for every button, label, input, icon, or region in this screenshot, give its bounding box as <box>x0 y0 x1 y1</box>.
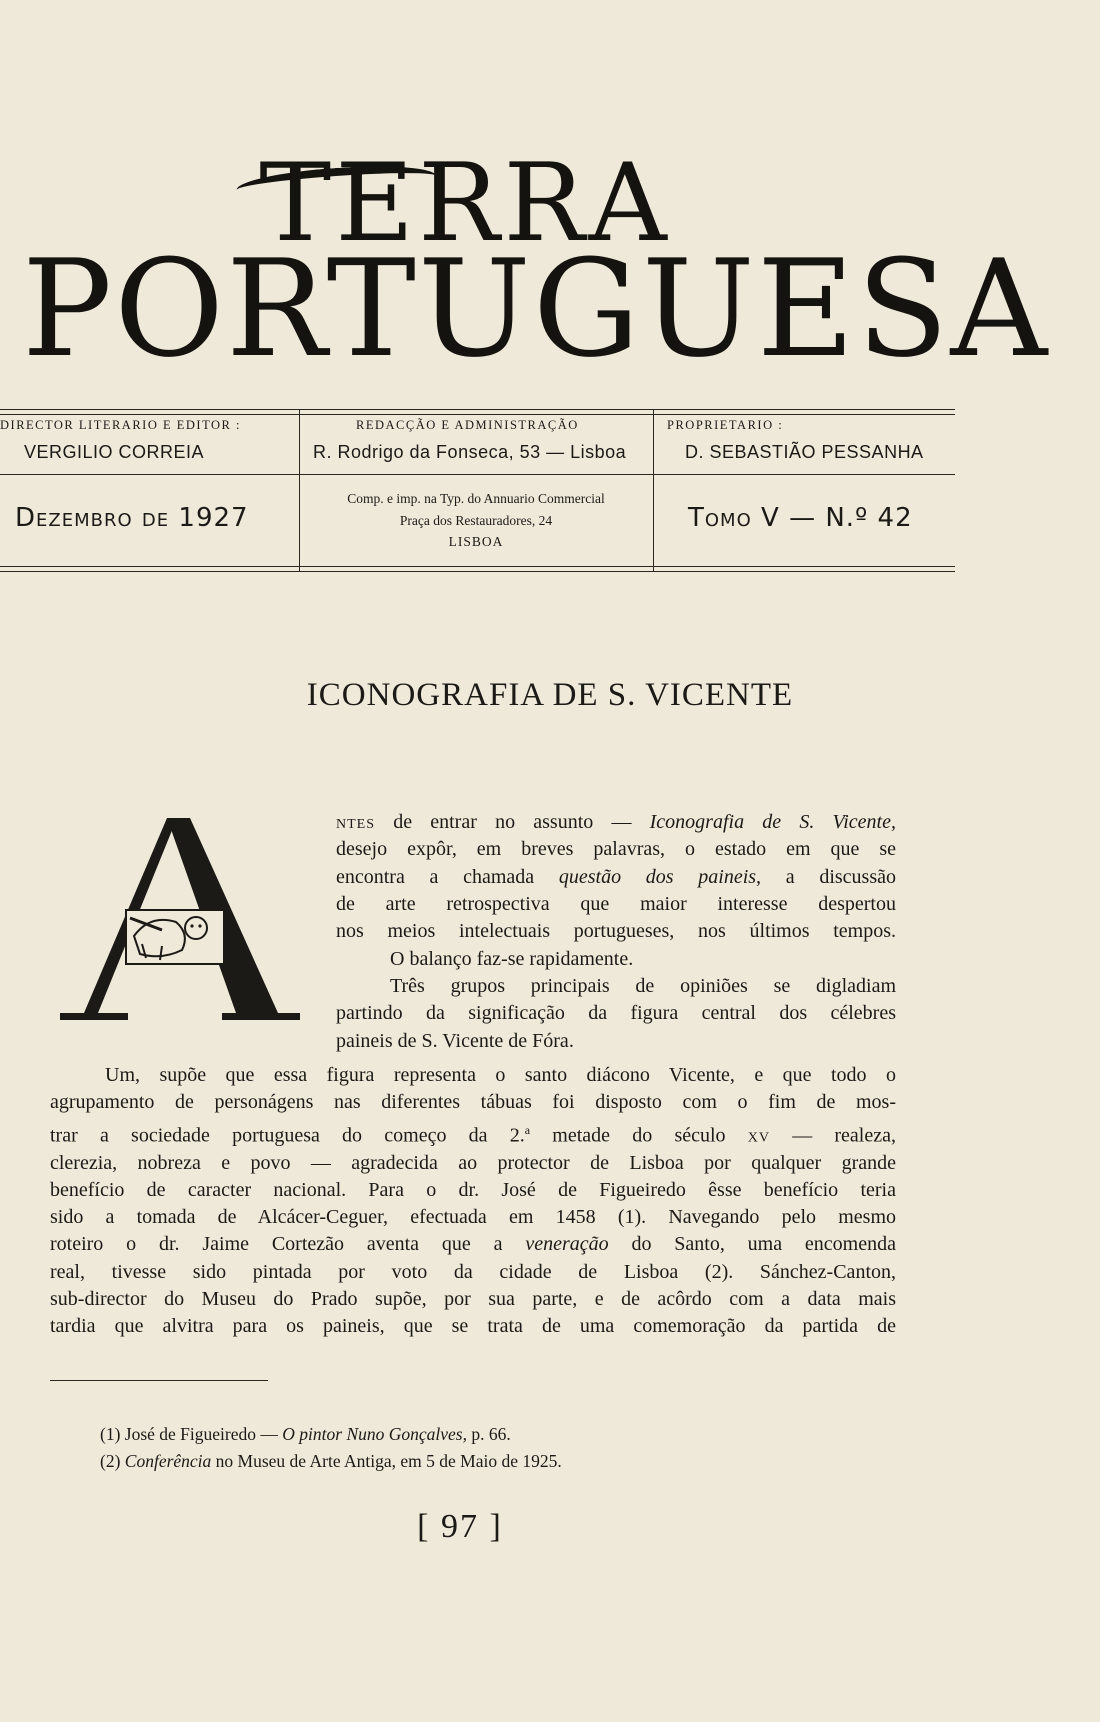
p4-line-6: sido a tomada de Alcácer-Ceguer, efectuada em 1458 (1). Navegando pelo mesmo <box>50 1206 896 1229</box>
page-number: [ 97 ] <box>417 1508 503 1545</box>
paragraph-4 <box>50 1062 896 1341</box>
footnote-1: (1) José de Figueiredo — O pintor Nuno Gonçalves, p. 66. <box>100 1424 511 1444</box>
p3-line-2: partindo da significação da figura central dos célebres <box>336 1002 896 1025</box>
p4-line-2: agrupamento de personágens nas diferentes tábuas foi disposto com o fim de mos- <box>50 1091 896 1114</box>
header-divider-2 <box>653 409 654 571</box>
redaccao-address: R. Rodrigo da Fonseca, 53 — Lisboa <box>313 442 627 462</box>
printer-info <box>306 488 646 553</box>
paragraph-2 <box>390 946 896 973</box>
dropcap-a-illustration <box>50 818 300 1028</box>
p4-line-9: sub-director do Museu do Prado supõe, por sua parte, e de acôrdo com a data mais <box>50 1288 896 1311</box>
dropcap-a-icon <box>50 818 300 1028</box>
masthead-terra: TERRA <box>259 141 671 266</box>
masthead-portuguesa: PORTUGUESA <box>22 231 1050 387</box>
footnote-2: (2) Conferência no Museu de Arte Antiga, em 5 de Maio de 1925. <box>100 1451 562 1471</box>
header-divider-1 <box>299 409 300 571</box>
p4-line-7: roteiro o dr. Jaime Cortezão aventa que a veneração do Santo, uma encomenda <box>50 1233 896 1256</box>
director-name: VERGILIO CORREIA <box>24 442 205 462</box>
header-rule-bottom <box>0 566 955 567</box>
p1-line-4: de arte retrospectiva que maior interesse despertou <box>336 892 896 915</box>
printer-line-1: Comp. e imp. na Typ. do Annuario Commercial <box>347 491 605 506</box>
proprietario-caption: PROPRIETARIO : <box>667 418 784 432</box>
director-caption: DIRECTOR LITERARIO E EDITOR : <box>0 418 241 432</box>
p3-line-3: paineis de S. Vicente de Fóra. <box>336 1029 574 1052</box>
paragraph-1 <box>336 809 896 945</box>
footnote-rule <box>50 1380 268 1381</box>
issue-tomo: Tomo V — N.º 42 <box>688 503 913 533</box>
p1-line-5: nos meios intelectuais portugueses, nos últimos tempos. <box>336 920 896 943</box>
header-rule-bottom-2 <box>0 571 955 572</box>
printer-line-2: Praça dos Restauradores, 24 <box>399 512 553 528</box>
header-rule-middle <box>0 474 955 475</box>
p4-line-5: benefício de caracter nacional. Para o dr. José de Figueiredo êsse benefício teria <box>50 1178 896 1201</box>
p4-line-4: clerezia, nobreza e povo — agradecida ao protector de Lisboa por qualquer grande <box>50 1151 896 1174</box>
proprietario-name: D. SEBASTIÃO PESSANHA <box>685 442 924 462</box>
p1-line-1: ntes de entrar no assunto — Iconografia de S. Vicente, <box>336 811 896 833</box>
p1-line-2: desejo expôr, em breves palavras, o estado em que se <box>336 838 896 861</box>
p4-line-1: Um, supõe que essa figura representa o santo diácono Vicente, e que todo o <box>105 1064 896 1086</box>
header-rule-top-2 <box>0 414 955 415</box>
article-title: ICONOGRAFIA DE S. VICENTE <box>306 677 794 713</box>
p4-line-8: real, tivesse sido pintada por voto da cidade de Lisboa (2). Sánchez-Canton, <box>50 1260 896 1283</box>
paragraph-3 <box>336 973 896 1055</box>
p1-line-3: encontra a chamada questão dos paineis, a discussão <box>336 865 896 888</box>
p4-line-10: tardia que alvitra para os paineis, que se trata de uma comemoração da partida de <box>50 1315 896 1338</box>
printer-line-3: LISBOA <box>448 534 504 550</box>
issue-date: Dezembro de 1927 <box>15 503 249 533</box>
p3-line-1: Três grupos principais de opiniões se digladiam <box>390 975 896 997</box>
redaccao-caption: REDACÇÃO E ADMINISTRAÇÃO <box>356 418 579 432</box>
p2-line-1: O balanço faz-se rapidamente. <box>390 948 634 970</box>
header-rule-top <box>0 409 955 410</box>
p4-line-3: trar a sociedade portuguesa do começo da 2.$^a$ metade do século xv — realeza, <box>50 1122 896 1147</box>
